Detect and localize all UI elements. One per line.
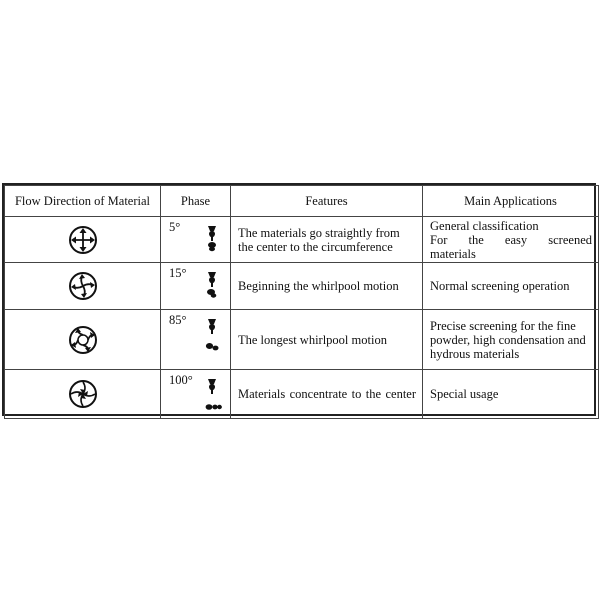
table-row [5,263,599,310]
applications-cell [423,217,599,263]
application-line: powder, high condensation and [430,332,586,347]
flow-direction-cell [5,310,161,370]
table-row [5,310,599,370]
flow-direction-table [2,183,596,416]
table-header-row [5,186,599,217]
phase-weight-icon [205,318,221,352]
flow-direction-cell [5,263,161,310]
application-line: hydrous materials [430,346,520,361]
phase-weight-icon [205,378,223,412]
arrows-outward-icon [67,224,99,256]
applications-cell [423,263,599,310]
phase-cell [161,310,231,370]
application-line: Precise screening for the fine [430,318,576,333]
applications-cell [423,370,599,419]
header-flow-direction: Flow Direction of Material [5,186,161,217]
phase-angle: 15° [169,266,187,280]
flow-direction-cell [5,370,161,419]
header-features: Features [231,186,423,217]
table-row [5,217,599,263]
application-line: Normal screening operation [430,279,570,293]
whirlpool-strong-icon [67,324,99,356]
application-line: Special usage [430,387,499,401]
features-cell: The materials go straightly from the center to the circumference [231,217,423,263]
phase-weight-icon [205,225,219,253]
features-line: Materials concentrate to the center [238,387,416,401]
flow-direction-cell [5,217,161,263]
phase-cell [161,370,231,419]
applications-cell [423,310,599,370]
whirlpool-light-icon [67,270,99,302]
header-phase: Phase [161,186,231,217]
phase-weight-icon [205,271,219,299]
center-spiral-icon [67,378,99,410]
application-line: materials [430,246,476,261]
features-cell: The longest whirlpool motion [231,310,423,370]
features-cell: Beginning the whirlpool motion [231,263,423,310]
phase-angle: 85° [169,313,187,327]
features-cell [231,370,423,419]
phase-cell [161,217,231,263]
phase-cell [161,263,231,310]
application-line: General classification [430,218,539,233]
application-line: For the easy screened [430,232,592,247]
table-row [5,370,599,419]
phase-angle: 5° [169,220,181,234]
phase-angle: 100° [169,373,193,387]
header-main-applications: Main Applications [423,186,599,217]
